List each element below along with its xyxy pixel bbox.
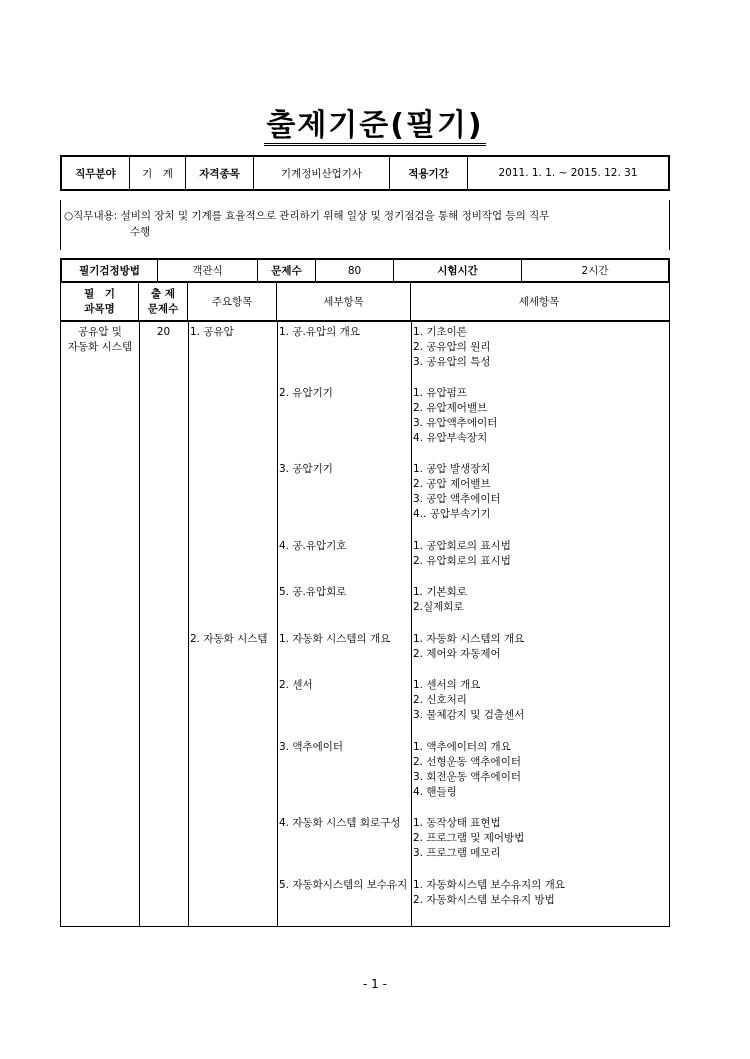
col-subject: 필 기 과목명: [61, 283, 139, 320]
duty-text-cont: 수행: [130, 226, 151, 238]
field-value: 기 계: [130, 157, 186, 189]
subdetail-list: 1. 기본회로 2.실제회로: [413, 586, 467, 613]
exam-row: [60, 258, 670, 283]
detail-item: 3. 공압기기: [279, 463, 333, 475]
count-label: 문제수: [258, 260, 316, 281]
subdetail-list: 1. 동작상태 표현법 2. 프로그램 및 제어방법 3. 프로그램 메모리: [413, 817, 525, 859]
subdetail-list: 1. 기초이론 2. 공유압의 원리 3. 공유압의 특성: [413, 326, 491, 368]
content-table: [60, 321, 670, 927]
subdetail-list: 1. 공압회로의 표시법 2. 유압회로의 표시법: [413, 540, 511, 567]
col-subdetail: 세세항목: [518, 296, 560, 308]
detail-item: 3. 액추에이터: [279, 741, 344, 753]
time-label: 시험시간: [394, 260, 522, 281]
subject-questions: 20: [156, 326, 171, 338]
detail-item: 2. 유압기기: [279, 387, 333, 399]
col-questions: 출 제 문제수: [139, 283, 188, 320]
detail-item: 5. 자동화시스템의 보수유지: [279, 879, 408, 891]
subdetail-list: 1. 공압 발생장치 2. 공압 제어밸브 3. 공압 액추에이터 4.. 공압부속기기: [413, 463, 501, 520]
col-detail: 세부항목: [277, 283, 411, 320]
cert-label: 자격종목: [186, 157, 254, 189]
detail-item: 2. 센서: [279, 679, 313, 691]
subdetail-list: 1. 유압펌프 2. 유압제어밸브 3. 유압액추에이터 4. 유압부속장치: [413, 387, 498, 444]
page-number: - 1 -: [363, 977, 387, 991]
method-label: 필기검정방법: [62, 260, 158, 281]
cert-value: 기계정비산업기사: [254, 157, 390, 189]
main-item: 2. 자동화 시스템: [190, 633, 268, 645]
count-value: 80: [316, 260, 394, 281]
period-value: 2011. 1. 1. ~ 2015. 12. 31: [498, 167, 638, 179]
detail-item: 1. 공.유압의 개요: [279, 326, 360, 338]
period-label: 적용기간: [390, 157, 468, 189]
time-value: 2시간: [581, 265, 609, 277]
document-title: 출제기준(필기): [0, 100, 750, 144]
detail-item: 4. 공.유압기호: [279, 540, 347, 552]
column-header-row: [60, 283, 670, 321]
subject-name: 공유압 및 자동화 시스템: [67, 326, 133, 353]
detail-item: 4. 자동화 시스템 회로구성: [279, 817, 401, 829]
subdetail-list: 1. 센서의 개요 2. 신호처리 3. 물체감지 및 검출센서: [413, 679, 525, 721]
main-item: 1. 공유압: [190, 326, 234, 338]
subdetail-list: 1. 액추에이터의 개요 2. 선형운동 액추에이터 3. 회전운동 액추에이터 4. 핸들링: [413, 741, 521, 798]
subdetail-list: 1. 자동화 시스템의 개요 2. 제어와 자동제어: [413, 633, 525, 660]
method-value: 객관식: [158, 260, 258, 281]
duty-section: [60, 200, 670, 250]
field-label: 직무분야: [62, 157, 130, 189]
header-row: [60, 155, 670, 191]
duty-text: ○직무내용: 설비의 장치 및 기계를 효율적으로 관리하기 위해 일상 및 정기점검을 통해 정비작업 등의 직무: [64, 210, 550, 222]
col-main: 주요항목: [188, 283, 277, 320]
detail-item: 5. 공.유압회로: [279, 586, 347, 598]
detail-item: 1. 자동화 시스템의 개요: [279, 633, 391, 645]
subdetail-list: 1. 자동화시스템 보수유지의 개요 2. 자동화시스템 보수유지 방법: [413, 879, 565, 906]
